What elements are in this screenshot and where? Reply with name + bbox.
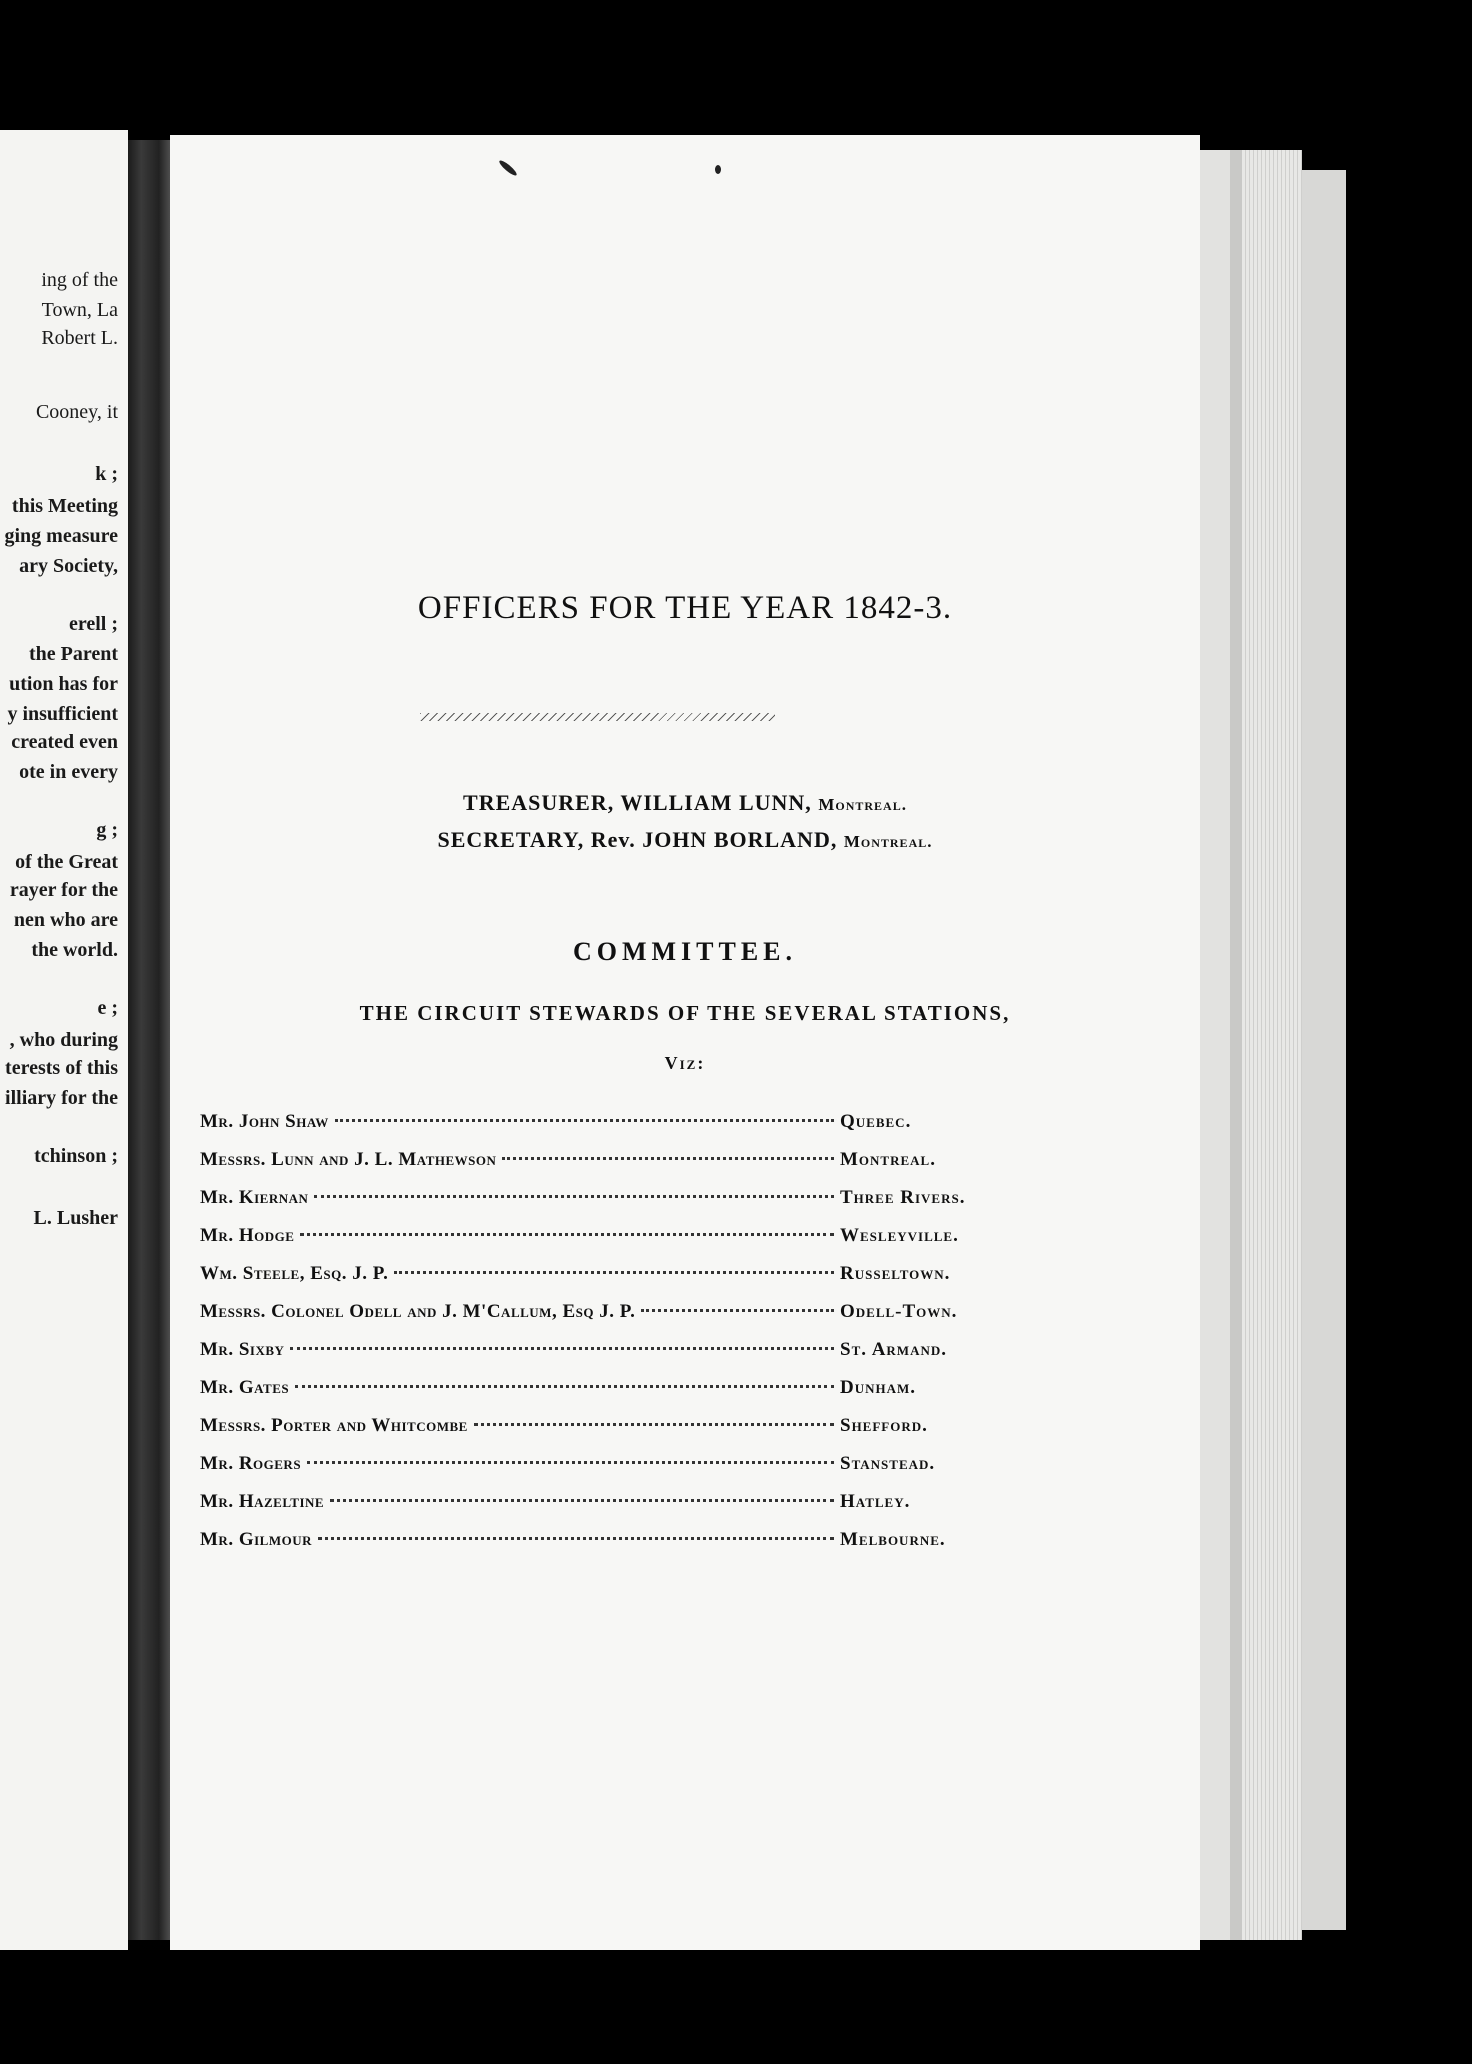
viz-label: Viz: bbox=[664, 1053, 706, 1073]
committee-row bbox=[200, 1301, 1020, 1339]
leader-dots bbox=[474, 1423, 834, 1426]
committee-row bbox=[200, 1491, 1020, 1529]
book-gutter bbox=[128, 140, 172, 1940]
left-page-text-fragment: y insufficient bbox=[7, 703, 118, 725]
leader-dots bbox=[295, 1385, 834, 1388]
left-page-text-fragment: illiary for the bbox=[5, 1087, 118, 1109]
left-page-text-fragment: terests of this bbox=[5, 1057, 118, 1079]
book-cover-edge bbox=[1302, 170, 1346, 1930]
left-facing-page bbox=[0, 130, 128, 1950]
ink-mark bbox=[498, 159, 519, 178]
committee-row bbox=[200, 1377, 1020, 1415]
left-page-text-fragment: L. Lusher bbox=[33, 1207, 118, 1229]
committee-member-name: Messrs. Colonel Odell and J. M'Callum, Esq J. P. bbox=[200, 1301, 636, 1322]
committee-member-station: Quebec. bbox=[840, 1111, 912, 1132]
left-page-text-fragment: Town, La bbox=[41, 299, 118, 321]
left-page-text-fragment: e ; bbox=[97, 997, 118, 1019]
committee-heading: COMMITTEE. bbox=[572, 937, 798, 966]
left-page-text-fragment: erell ; bbox=[68, 613, 118, 635]
committee-member-station: Three Rivers. bbox=[840, 1187, 966, 1208]
left-page-text-fragment: the Parent bbox=[28, 643, 118, 665]
committee-member-name: Mr. Kiernan bbox=[200, 1187, 309, 1208]
committee-row bbox=[200, 1263, 1020, 1301]
committee-member-name: Messrs. Porter and Whitcombe bbox=[200, 1415, 468, 1436]
leader-dots bbox=[330, 1499, 834, 1502]
decorative-rule bbox=[420, 713, 775, 721]
treasurer-place: Montreal. bbox=[818, 795, 907, 814]
secretary-place: Montreal. bbox=[843, 832, 933, 851]
left-page-text-fragment: the world. bbox=[31, 939, 118, 961]
left-page-text-fragment: ing of the bbox=[41, 269, 118, 291]
left-page-text-fragment: of the Great bbox=[15, 851, 118, 873]
page-edge bbox=[1230, 150, 1242, 1940]
committee-member-name: Mr. Sixby bbox=[200, 1339, 285, 1360]
left-page-text-fragment: ging measure bbox=[4, 525, 118, 547]
committee-member-station: St. Armand. bbox=[840, 1339, 947, 1360]
secretary-line bbox=[170, 827, 1200, 853]
leader-dots bbox=[307, 1461, 834, 1464]
left-page-text-fragment: g ; bbox=[96, 819, 118, 841]
committee-member-name: Mr. Rogers bbox=[200, 1453, 302, 1474]
left-page-text-fragment: nen who are bbox=[13, 909, 118, 931]
left-page-text-fragment: ary Society, bbox=[19, 555, 118, 577]
left-page-text-fragment: rayer for the bbox=[9, 879, 118, 901]
committee-member-name: Mr. John Shaw bbox=[200, 1111, 329, 1132]
committee-member-station: Shefford. bbox=[840, 1415, 928, 1436]
committee-row bbox=[200, 1529, 1020, 1567]
left-page-text-fragment: tchinson ; bbox=[34, 1145, 118, 1167]
left-page-text-fragment: Cooney, it bbox=[35, 401, 118, 423]
left-page-text-fragment: , who during bbox=[9, 1029, 118, 1051]
leader-dots bbox=[300, 1233, 834, 1236]
committee-member-name: Wm. Steele, Esq. J. P. bbox=[200, 1263, 389, 1284]
committee-member-name: Messrs. Lunn and J. L. Mathewson bbox=[200, 1149, 497, 1170]
left-page-text-fragment: Robert L. bbox=[41, 327, 118, 349]
committee-member-station: Russeltown. bbox=[840, 1263, 951, 1284]
committee-member-station: Odell-Town. bbox=[840, 1301, 958, 1322]
left-page-text-fragment: ote in every bbox=[19, 761, 118, 783]
committee-member-name: Mr. Gilmour bbox=[200, 1529, 312, 1550]
secretary-role: SECRETARY, Rev. JOHN BORLAND, bbox=[437, 827, 838, 852]
left-page-text-fragment: this Meeting bbox=[11, 495, 118, 517]
committee-member-station: Montreal. bbox=[840, 1149, 936, 1170]
committee-member-station: Melbourne. bbox=[840, 1529, 946, 1550]
committee-list bbox=[200, 1111, 1020, 1567]
leader-dots bbox=[335, 1119, 834, 1122]
committee-member-name: Mr. Hazeltine bbox=[200, 1491, 325, 1512]
leader-dots bbox=[641, 1309, 834, 1312]
committee-row bbox=[200, 1453, 1020, 1491]
stewards-line: THE CIRCUIT STEWARDS OF THE SEVERAL STATIONS, bbox=[359, 1001, 1011, 1025]
page-edge bbox=[1200, 150, 1230, 1940]
leader-dots bbox=[318, 1537, 834, 1540]
document-page bbox=[170, 135, 1200, 1950]
committee-member-station: Hatley. bbox=[840, 1491, 911, 1512]
leader-dots bbox=[394, 1271, 834, 1274]
committee-member-station: Wesleyville. bbox=[840, 1225, 959, 1246]
leader-dots bbox=[502, 1157, 834, 1160]
leader-dots bbox=[314, 1195, 834, 1198]
committee-member-station: Stanstead. bbox=[840, 1453, 936, 1474]
leader-dots bbox=[290, 1347, 834, 1350]
treasurer-role: TREASURER, WILLIAM LUNN, bbox=[463, 790, 812, 815]
left-page-text-fragment: k ; bbox=[95, 463, 118, 485]
committee-row bbox=[200, 1339, 1020, 1377]
committee-row bbox=[200, 1187, 1020, 1225]
page-title: OFFICERS FOR THE YEAR 1842-3. bbox=[417, 590, 953, 626]
page-stack-edge bbox=[1242, 150, 1302, 1940]
committee-row bbox=[200, 1415, 1020, 1453]
committee-member-name: Mr. Hodge bbox=[200, 1225, 295, 1246]
ink-mark bbox=[715, 165, 721, 174]
committee-row bbox=[200, 1111, 1020, 1149]
left-page-text-fragment: created even bbox=[11, 731, 118, 753]
committee-member-name: Mr. Gates bbox=[200, 1377, 290, 1398]
treasurer-line bbox=[170, 790, 1200, 816]
committee-member-station: Dunham. bbox=[840, 1377, 917, 1398]
left-page-text-fragment: ution has for bbox=[9, 673, 118, 695]
committee-row bbox=[200, 1225, 1020, 1263]
committee-row bbox=[200, 1149, 1020, 1187]
